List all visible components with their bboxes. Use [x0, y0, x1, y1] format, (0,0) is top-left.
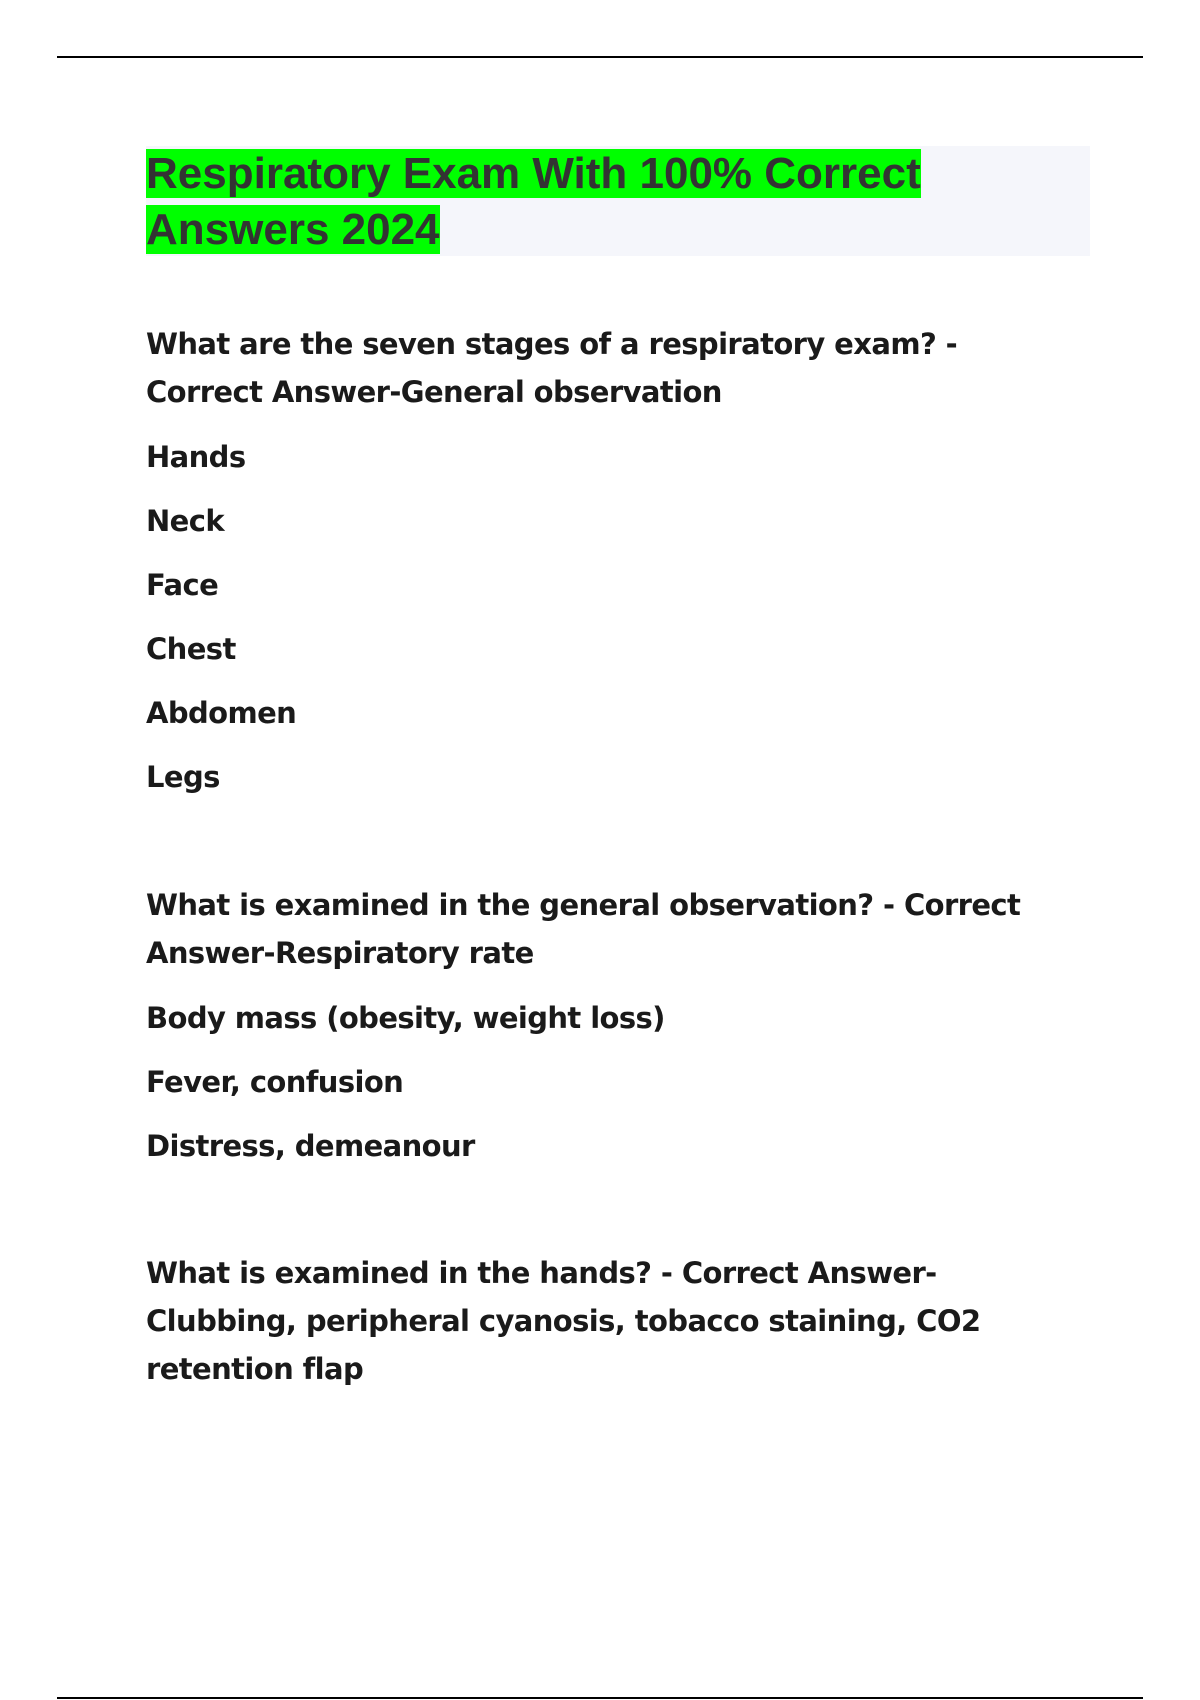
answer-item: Hands [146, 440, 246, 474]
answer-item: Face [146, 568, 219, 602]
qa-section-3 [146, 1249, 1066, 1393]
bottom-rule [57, 1697, 1143, 1699]
document-title [146, 146, 1090, 258]
answer-item: Abdomen [146, 696, 297, 730]
answer-item: Legs [146, 760, 220, 794]
question-2: What is examined in the general observation? - Correct Answer-Respiratory rate [146, 888, 1021, 970]
answer-item: Body mass (obesity, weight loss) [146, 1001, 665, 1035]
top-rule [57, 56, 1143, 58]
answer-item: Distress, demeanour [146, 1129, 475, 1163]
answer-item: Fever, confusion [146, 1065, 404, 1099]
document-title-text: Respiratory Exam With 100% Correct Answers 2024 [146, 149, 921, 254]
answer-item: Neck [146, 504, 225, 538]
question-3: What is examined in the hands? - Correct Answer-Clubbing, peripheral cyanosis, tobacco staining, CO2 retention flap [146, 1256, 981, 1386]
title-block [146, 146, 1090, 256]
qa-section-2 [146, 881, 1066, 1165]
question-1: What are the seven stages of a respiratory exam? - Correct Answer-General observation [146, 327, 958, 409]
qa-section-1 [146, 320, 1066, 796]
answer-item: Chest [146, 632, 236, 666]
